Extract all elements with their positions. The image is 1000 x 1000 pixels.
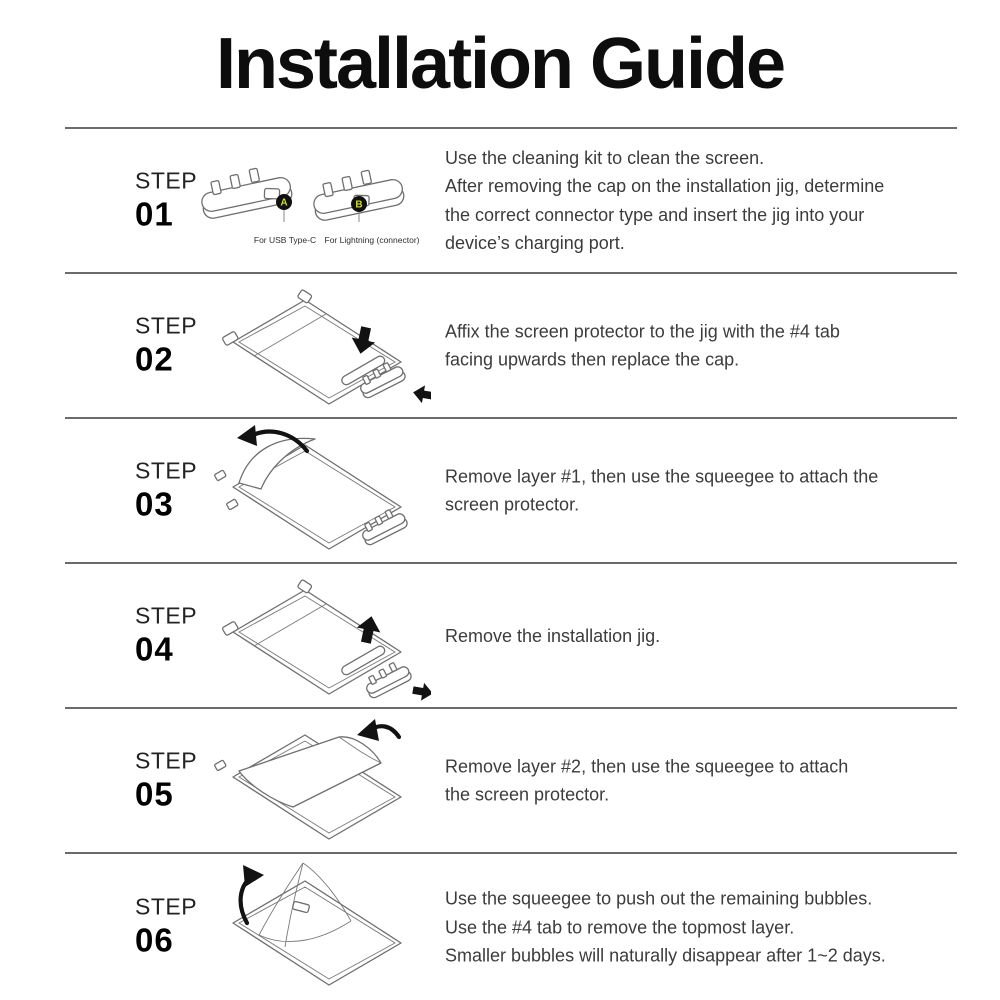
step-label: STEP [135,747,198,774]
lightning-jig-icon [309,164,405,222]
step-number: 05 [135,775,174,813]
peel-layer2-drawing [193,715,431,847]
instruction-line: Use the cleaning kit to clean the screen. [445,147,765,168]
svg-text:B: B [355,199,363,210]
pull-out-arrow-icon [411,681,431,702]
insert-arrow-icon [412,383,431,404]
step-04-illustration [193,570,431,702]
step-heading [135,313,197,378]
step-label: STEP [135,602,198,629]
step-instructions [445,462,957,519]
tablet-with-jig-drawing [193,280,431,412]
step-label: STEP [135,457,198,484]
instruction-line: the correct connector type and insert the jig into your [445,204,865,225]
step-row-03 [65,417,957,562]
usb-c-jig-icon [197,162,293,220]
step-instructions [445,144,957,258]
instruction-line: Use the squeegee to push out the remaining bubbles. [445,888,873,909]
step-row-06 [65,852,957,1000]
instruction-line: Remove the installation jig. [445,625,661,646]
instruction-line: Use the #4 tab to remove the topmost layer. [445,916,795,937]
badge-b-icon [351,196,367,222]
connector-captions [193,235,431,248]
step-row-05 [65,707,957,852]
step-instructions [445,752,957,809]
step-06-illustration [193,861,431,993]
step-heading [135,603,197,668]
peel-layer1-drawing [193,425,431,557]
step-number: 04 [135,630,174,668]
lightning-caption: For Lightning (connector) [324,234,420,245]
usb-c-caption: For USB Type-C [253,234,317,245]
page-title: Installation Guide [215,23,785,104]
instruction-line: Remove layer #2, then use the squeegee to attach [445,756,849,776]
instruction-line: device’s charging port. [445,233,625,253]
remove-jig-drawing [193,570,431,702]
svg-text:A: A [280,197,288,208]
step-heading [135,458,197,523]
step-02-illustration [193,280,431,412]
instruction-line: Smaller bubbles will naturally disappear after 1~2 days. [445,945,886,966]
step-03-illustration [193,425,431,557]
masthead [0,0,1000,127]
instruction-line: After removing the cap on the installation jig, determine [445,176,885,196]
step-row-02 [65,272,957,417]
instruction-line: the screen protector. [445,784,610,805]
step-row-04 [65,562,957,707]
instruction-line: Remove layer #1, then use the squeegee to attach the [445,466,879,486]
step-heading [135,895,197,960]
step-number: 03 [135,485,174,523]
remove-top-layer-drawing [193,861,431,993]
badge-a-icon [276,194,292,222]
tablet-outline [233,881,401,985]
step-instructions [445,884,957,970]
step-label: STEP [135,893,198,920]
step-label: STEP [135,167,198,194]
connector-jigs-drawing [193,154,431,234]
instruction-line: facing upwards then replace the cap. [445,349,740,370]
step-row-01 [65,127,957,272]
step-number: 06 [135,922,174,959]
step-heading [135,748,197,813]
step-heading [135,168,197,233]
step-instructions [445,317,957,374]
step-label: STEP [135,312,198,339]
peel-curved-arrow-icon [357,719,399,741]
instruction-line: Affix the screen protector to the jig with the #4 tab [445,321,840,341]
step-05-illustration [193,715,431,847]
step-instructions [445,621,957,650]
instruction-line: screen protector. [445,494,580,515]
step-number: 01 [135,195,174,233]
step-number: 02 [135,340,174,378]
step-01-illustration [193,154,431,248]
